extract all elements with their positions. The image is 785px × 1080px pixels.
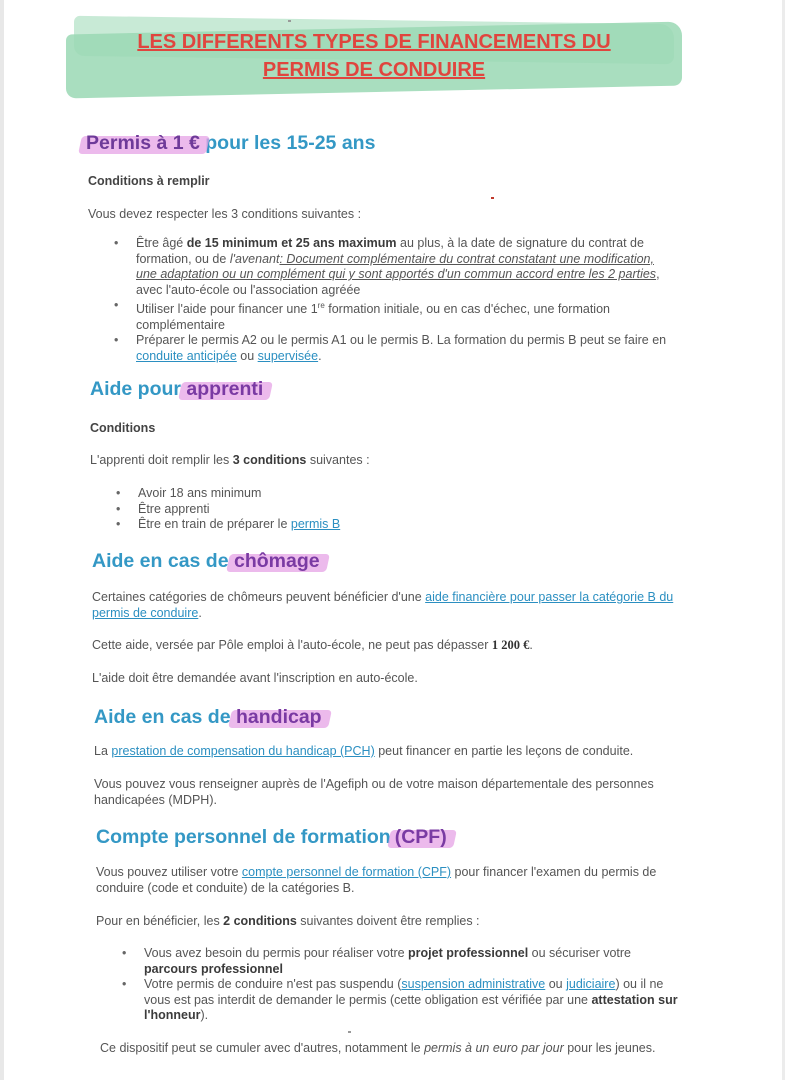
section3-paragraph2: Cette aide, versée par Pôle emploi à l'auto-école, ne peut pas dépasser 1 200 €. xyxy=(92,638,533,652)
subheading-conditions-a-remplir: Conditions à remplir xyxy=(88,174,210,188)
page-title-line1: LES DIFFERENTS TYPES DE FINANCEMENTS DU xyxy=(137,31,611,53)
heading-text: Aide en cas de xyxy=(92,550,234,572)
heading-text: Aide en cas de xyxy=(94,706,236,728)
scan-edge-left xyxy=(0,0,4,1080)
subheading-conditions: Conditions xyxy=(90,421,156,435)
list-item: • Être en train de préparer le permis B xyxy=(114,517,614,533)
section2-intro: L'apprenti doit remplir les 3 conditions suivantes : xyxy=(90,453,370,467)
heading-highlight: (CPF) xyxy=(394,826,447,848)
list-item: • Préparer le permis A2 ou le permis A1 ou le permis B. La formation du permis B peut se faire en conduite anticipée ou supervisée. xyxy=(112,333,672,364)
section3-paragraph3: L'aide doit être demandée avant l'inscription en auto-école. xyxy=(92,671,418,685)
list-item: • Vous avez besoin du permis pour réaliser votre projet professionnel ou sécuriser votre parcours professionnel xyxy=(120,946,680,977)
heading-cpf xyxy=(96,826,447,849)
heading-highlight: apprenti xyxy=(186,378,264,400)
page-title xyxy=(66,28,682,84)
heading-text: Compte personnel de formation xyxy=(96,826,391,848)
list-item: • Être âgé de 15 minimum et 25 ans maximum au plus, à la date de signature du contrat de formation, ou de l'avenant: Document complémentaire du contrat constatant une modification, une adaptation ou un complément qui y sont apportés d'un commun accord entre les 2 parties, avec l'auto-école ou l'association agréée xyxy=(112,236,672,298)
section2-list xyxy=(114,486,614,533)
link-pch[interactable]: prestation de compensation du handicap (PCH) xyxy=(111,744,375,758)
section4-paragraph1: La prestation de compensation du handicap (PCH) peut financer en partie les leçons de conduite. xyxy=(94,744,634,758)
heading-permis-1-euro xyxy=(86,132,375,155)
list-item: • Votre permis de conduire n'est pas suspendu (suspension administrative ou judiciaire) ou il ne vous est pas interdit de demander le permis (cette obligation est vérifiée par une attestation sur l'honneur). xyxy=(120,977,680,1024)
link-judiciaire[interactable]: judiciaire xyxy=(566,977,616,991)
link-aide-financiere[interactable]: aide financière pour passer la catégorie B du permis de conduire xyxy=(92,590,674,620)
link-conduite-anticipee[interactable]: conduite anticipée xyxy=(136,348,237,363)
heading-text: Aide pour xyxy=(90,378,187,400)
link-supervisee[interactable]: supervisée xyxy=(257,348,319,363)
section3-paragraph1: Certaines catégories de chômeurs peuvent bénéficier d'une aide financière pour passer la catégorie B du permis de conduire. xyxy=(92,590,674,620)
closing-paragraph: Ce dispositif peut se cumuler avec d'autres, notamment le permis à un euro par jour pour les jeunes. xyxy=(100,1041,656,1055)
heading-aide-chomage xyxy=(92,550,320,573)
section1-list xyxy=(112,236,672,364)
scan-speck xyxy=(288,20,291,22)
heading-highlight: handicap xyxy=(235,706,322,728)
heading-highlight: chômage xyxy=(233,550,320,572)
section5-paragraph1: Vous pouvez utiliser votre compte personnel de formation (CPF) pour financer l'examen du permis de conduire (code et conduite) de la catégories B. xyxy=(96,865,657,895)
title-banner xyxy=(66,14,682,106)
list-item: • Être apprenti xyxy=(114,502,614,518)
section4-paragraph2: Vous pouvez vous renseigner auprès de l'Agefiph ou de votre maison départementale des personnes handicapées (MDPH). xyxy=(94,777,654,807)
section1-intro: Vous devez respecter les 3 conditions suivantes : xyxy=(88,207,362,221)
link-suspension-administrative[interactable]: suspension administrative xyxy=(401,977,546,991)
section5-paragraph2: Pour en bénéficier, les 2 conditions suivantes doivent être remplies : xyxy=(96,914,480,928)
link-cpf[interactable]: compte personnel de formation (CPF) xyxy=(241,865,452,879)
heading-aide-handicap xyxy=(94,706,322,729)
section5-list xyxy=(120,946,680,1024)
scan-speck xyxy=(491,197,494,199)
list-item: • Utiliser l'aide pour financer une 1re formation initiale, ou en cas d'échec, une formation complémentaire xyxy=(112,298,672,333)
avenant-definition: : Document complémentaire du contrat constatant une modification, une adaptation ou un complément qui y sont apportés d'un commun accord entre les 2 parties xyxy=(136,251,657,281)
heading-aide-apprenti xyxy=(90,378,263,401)
link-permis-b[interactable]: permis B xyxy=(290,517,341,531)
heading-highlight: Permis à 1 € xyxy=(86,132,200,154)
list-item: • Avoir 18 ans minimum xyxy=(114,486,614,502)
scan-speck xyxy=(348,1031,351,1033)
heading-text: pour les 15-25 ans xyxy=(199,132,376,154)
page-title-line2: PERMIS DE CONDUIRE xyxy=(262,59,486,81)
